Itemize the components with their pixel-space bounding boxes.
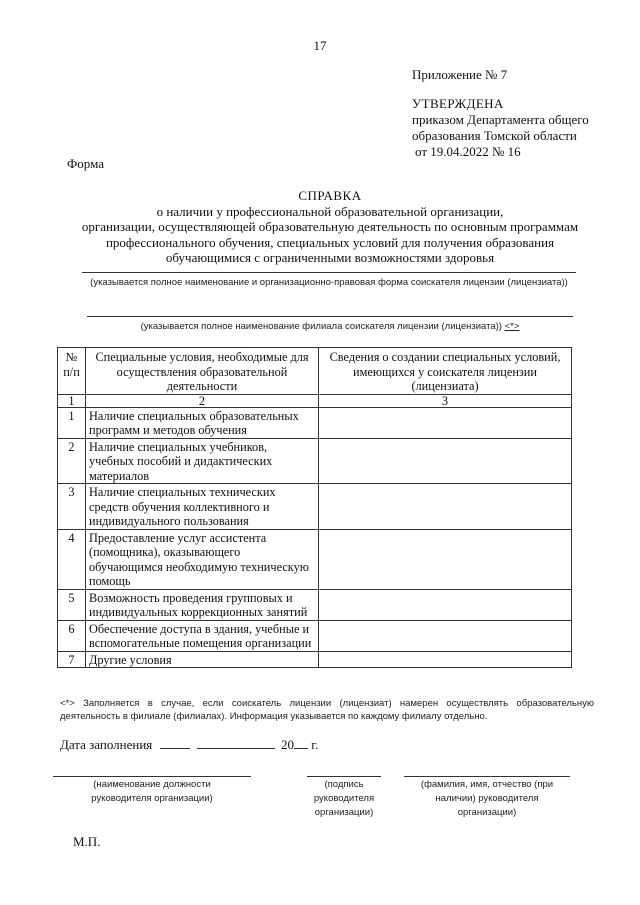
footnote-reference: <*>: [504, 321, 520, 332]
row-info-cell[interactable]: [319, 620, 572, 651]
row-info-cell[interactable]: [319, 407, 572, 438]
name-caption: (фамилия, имя, отчество (при наличии) руководителя организации): [420, 779, 554, 818]
date-month-field[interactable]: [197, 736, 275, 749]
row-info-cell[interactable]: [319, 589, 572, 620]
licensee-field-hint: (указывается полное наименование и организационно-правовая форма соискателя лицензии (лицензиата)): [90, 277, 568, 288]
row-number: 2: [58, 438, 86, 484]
licensee-name-field[interactable]: [82, 272, 576, 273]
column-number-1: 1: [58, 394, 86, 407]
appendix-label: Приложение № 7: [412, 67, 508, 82]
title-line-1: о наличии у профессиональной образовательной организации,: [156, 203, 504, 219]
row-number: 6: [58, 620, 86, 651]
row-number: 4: [58, 529, 86, 589]
row-info-cell[interactable]: [319, 484, 572, 530]
table-row: [58, 651, 572, 668]
signature-caption: (подпись руководителя организации): [313, 779, 375, 818]
title-line-3: профессионального обучения, специальных условий для получения образования: [105, 234, 555, 250]
header-conditions: Специальные условия, необходимые для осуществления образовательной деятельности: [86, 348, 319, 395]
branch-hint-text: (указывается полное наименование филиала соискателя лицензии (лицензиата)): [140, 321, 502, 332]
approval-block: [412, 96, 589, 160]
row-condition: Обеспечение доступа в здания, учебные и вспомогательные помещения организации: [86, 620, 319, 651]
fill-date: [60, 736, 318, 753]
signature-line[interactable]: [307, 776, 381, 777]
conditions-table: [57, 347, 572, 668]
row-condition: Наличие специальных учебников, учебных пособий и дидактических материалов: [86, 438, 319, 484]
approval-line-2: образования Томской области: [412, 128, 577, 143]
header-info: Сведения о создании специальных условий, имеющихся у соискателя лицензии (лицензиата): [319, 348, 572, 395]
row-info-cell[interactable]: [319, 651, 572, 668]
approval-heading: УТВЕРЖДЕНА: [412, 96, 504, 111]
header-number: № п/п: [58, 348, 86, 395]
position-signature-line[interactable]: [53, 776, 251, 777]
row-condition: Возможность проведения групповых и индивидуальных коррекционных занятий: [86, 589, 319, 620]
stamp-place: М.П.: [73, 834, 101, 849]
approval-line-3: от 19.04.2022 № 16: [415, 144, 521, 159]
title-main: СПРАВКА: [298, 188, 362, 203]
table-row: [58, 589, 572, 620]
title-line-2: организации, осуществляющей образовательную деятельность по основным программам: [81, 219, 579, 234]
date-label: Дата заполнения: [60, 737, 153, 752]
row-condition: Наличие специальных технических средств обучения коллективного и индивидуального пользования: [86, 484, 319, 530]
date-century: 20: [281, 737, 295, 752]
column-number-2: 2: [86, 394, 319, 407]
row-condition: Предоставление услуг ассистента (помощника), оказывающего обучающимся необходимую техническую помощь: [86, 529, 319, 589]
form-label: Форма: [67, 156, 104, 171]
table-header-row: [58, 348, 572, 395]
row-number: 7: [58, 651, 86, 668]
title-line-4: обучающимися с ограниченными возможностями здоровья: [165, 250, 495, 265]
row-number: 5: [58, 589, 86, 620]
page-number: 17: [313, 38, 327, 53]
position-caption: (наименование должности руководителя организации): [91, 779, 213, 804]
branch-field-hint: [90, 321, 570, 332]
table-row: [58, 620, 572, 651]
row-info-cell[interactable]: [319, 529, 572, 589]
document-title: [40, 188, 620, 266]
date-day-field[interactable]: [160, 736, 190, 749]
date-year-field[interactable]: [294, 736, 308, 749]
row-info-cell[interactable]: [319, 438, 572, 484]
column-numbers-row: [58, 394, 572, 407]
row-condition: Наличие специальных образовательных программ и методов обучения: [86, 407, 319, 438]
row-condition: Другие условия: [86, 651, 319, 668]
footnote: <*> Заполняется в случае, если соискатель лицензии (лицензиат) намерен осуществлять образовательную деятельность в филиале (филиалах). Информация указывается по каждому филиалу отдельно.: [60, 698, 594, 722]
column-number-3: 3: [319, 394, 572, 407]
approval-line-1: приказом Департамента общего: [412, 112, 589, 127]
date-year-suffix: г.: [311, 737, 319, 752]
table-row: [58, 484, 572, 530]
branch-name-field[interactable]: [87, 316, 573, 317]
table-row: [58, 438, 572, 484]
row-number: 3: [58, 484, 86, 530]
table-row: [58, 407, 572, 438]
table-row: [58, 529, 572, 589]
name-signature-line[interactable]: [404, 776, 570, 777]
row-number: 1: [58, 407, 86, 438]
